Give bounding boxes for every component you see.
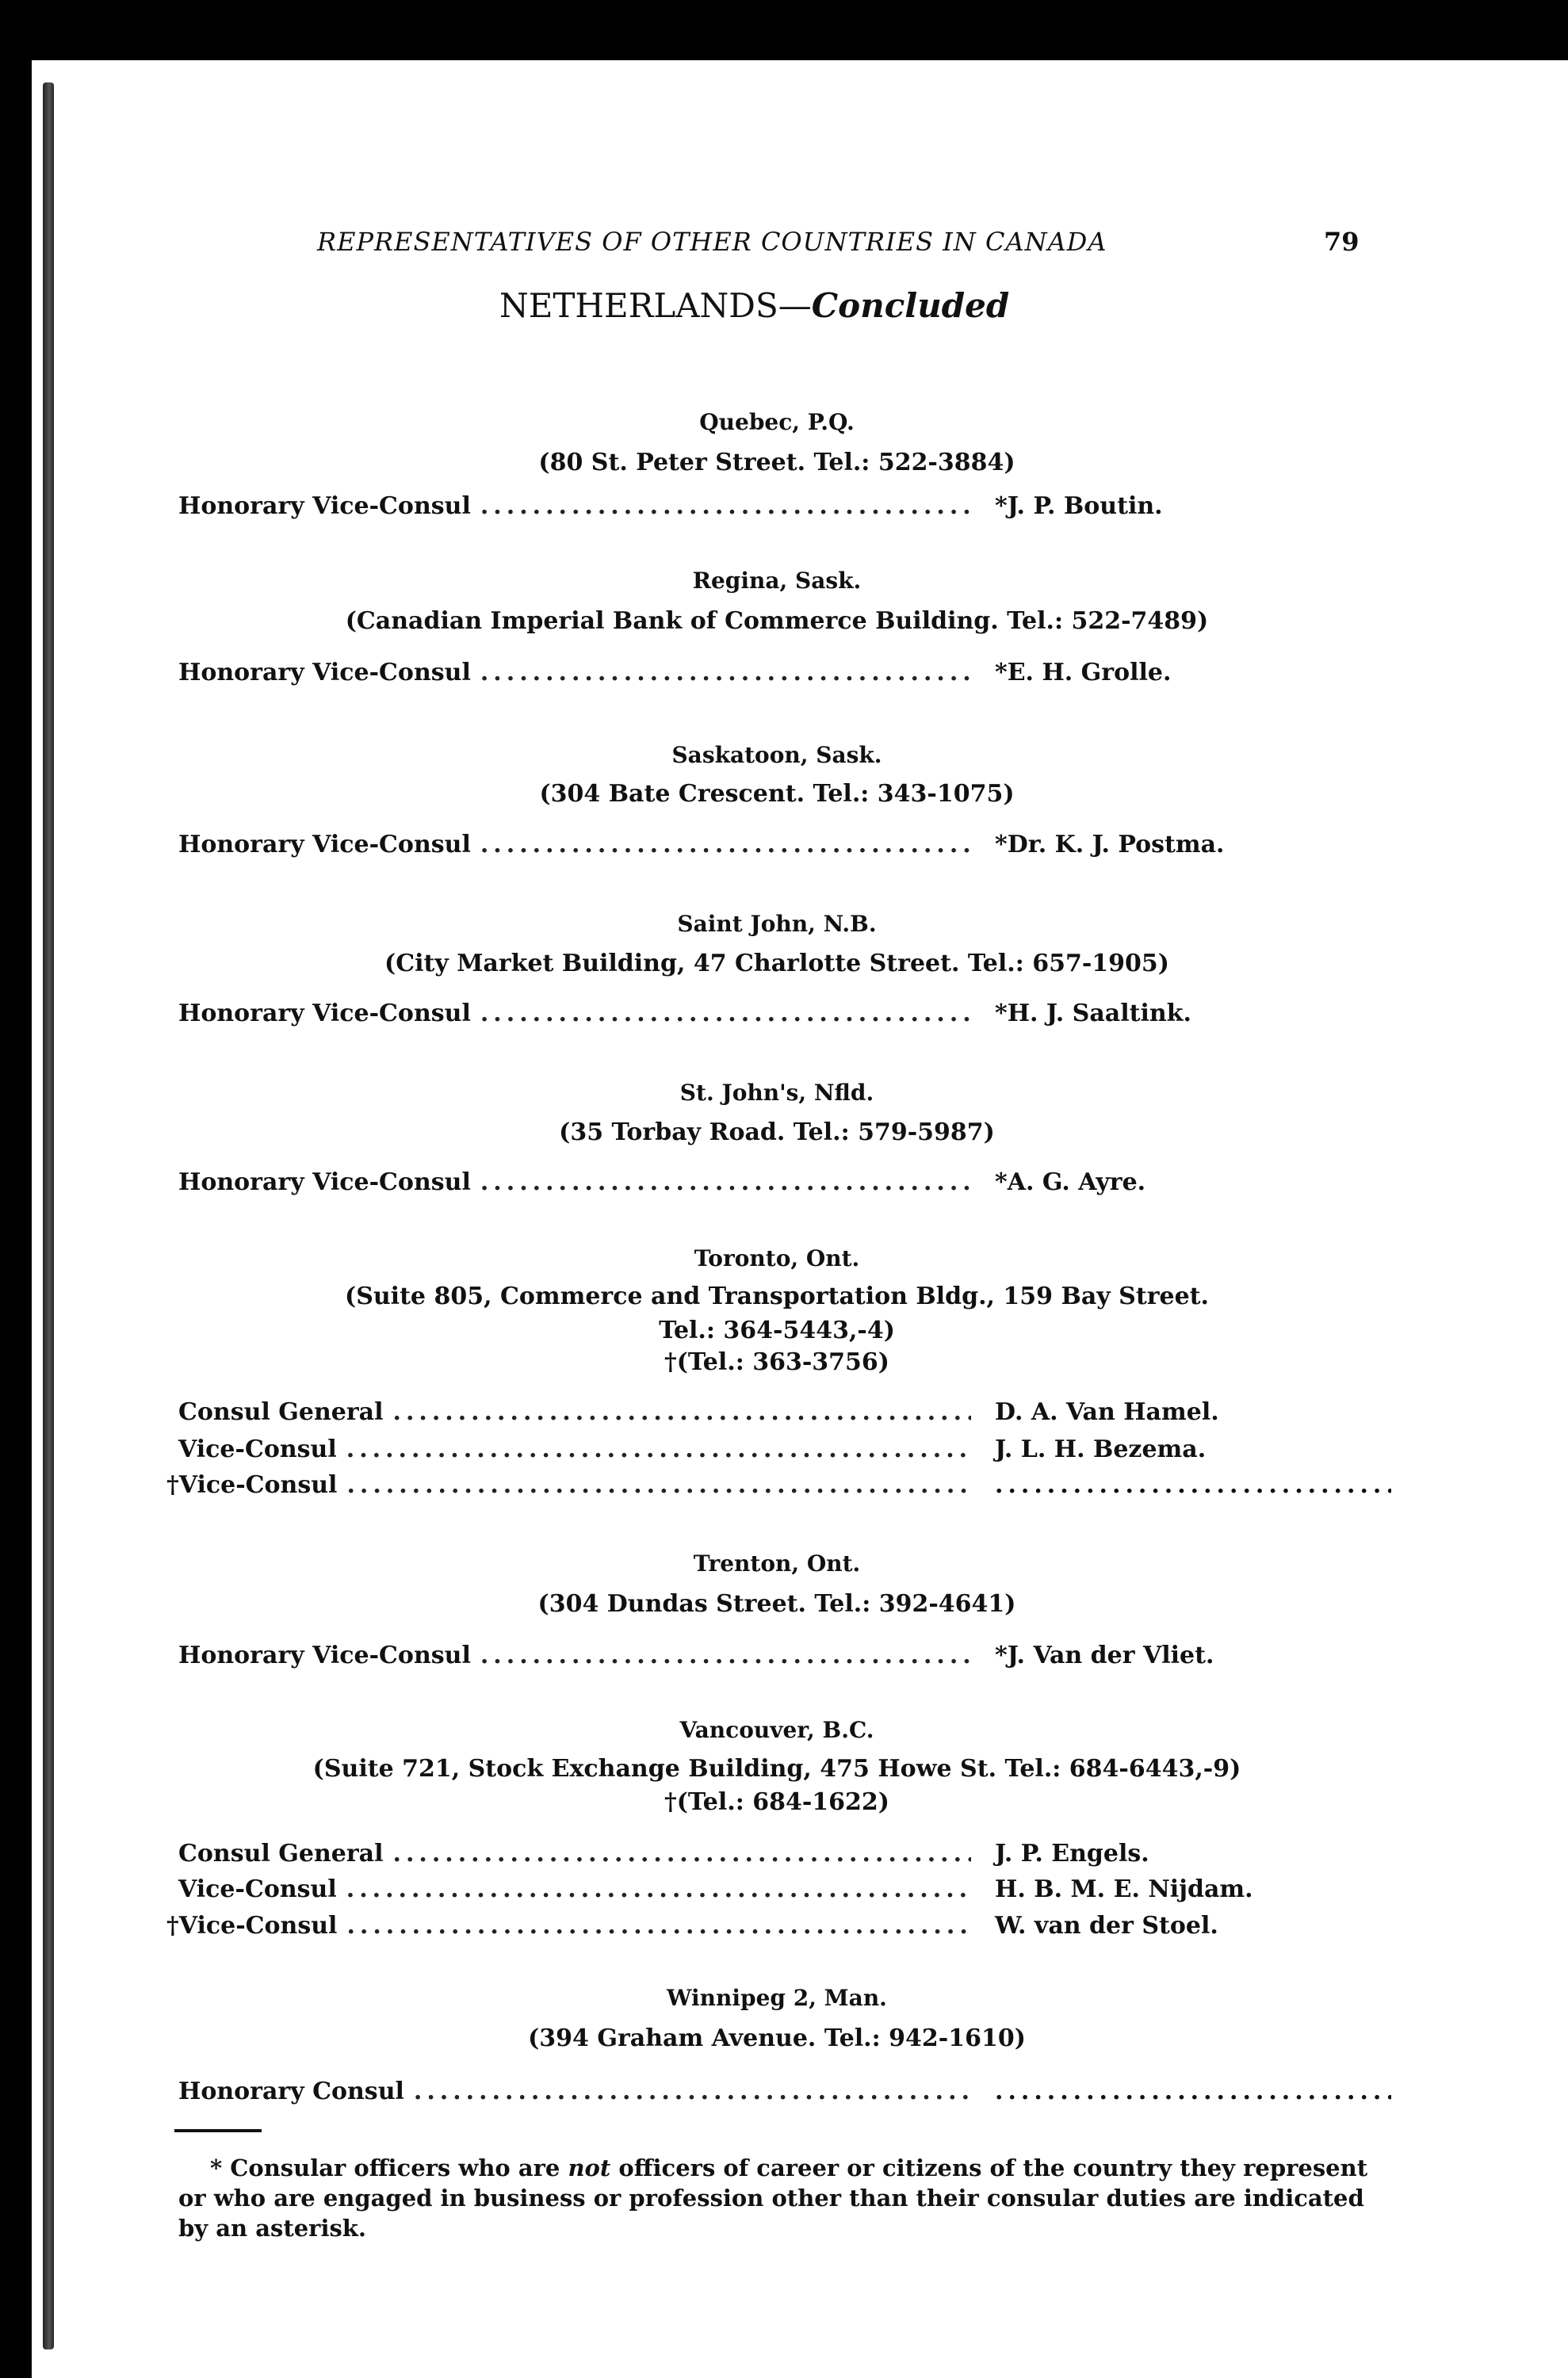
city-heading: Saskatoon, Sask.	[671, 742, 882, 768]
officer-title: Honorary Vice-Consul	[178, 1000, 471, 1027]
address-line: (Suite 721, Stock Exchange Building, 475 Howe St. Tel.: 684-6443,-9)	[312, 1755, 1241, 1783]
address-line: (304 Dundas Street. Tel.: 392-4641)	[537, 1590, 1016, 1618]
dot-leader	[480, 492, 971, 520]
city-heading: Regina, Sask.	[692, 568, 862, 594]
city-heading: Quebec, P.Q.	[699, 409, 855, 435]
officer-row	[178, 1168, 1391, 1200]
dot-leader	[480, 659, 971, 686]
city-heading: St. John's, Nfld.	[679, 1080, 874, 1106]
officer-name: *J. Van der Vliet.	[995, 1642, 1214, 1669]
officer-name: H. B. M. E. Nijdam.	[995, 1875, 1253, 1903]
address-line: (394 Graham Avenue. Tel.: 942-1610)	[528, 2024, 1026, 2052]
vacant-name-leader	[995, 1471, 1391, 1499]
officer-row	[178, 1398, 1391, 1430]
officer-title: Consul General	[178, 1398, 384, 1426]
officer-name: W. van der Stoel.	[995, 1912, 1218, 1940]
officer-row	[178, 831, 1391, 862]
officer-name: *J. P. Boutin.	[995, 492, 1163, 520]
dot-leader	[346, 1471, 971, 1499]
running-head: REPRESENTATIVES OF OTHER COUNTRIES IN CANADA	[317, 227, 1107, 257]
country-name: NETHERLANDS—	[499, 286, 812, 325]
city-heading: Winnipeg 2, Man.	[667, 1985, 887, 2011]
officer-name: D. A. Van Hamel.	[995, 1398, 1219, 1426]
dot-leader	[346, 1875, 971, 1903]
officer-row	[178, 2078, 1391, 2109]
country-heading	[499, 286, 1009, 325]
officer-name: *E. H. Grolle.	[995, 659, 1172, 686]
dot-leader	[480, 1642, 971, 1669]
address-line: (35 Torbay Road. Tel.: 579-5987)	[559, 1118, 995, 1146]
officer-title: Vice-Consul	[178, 1436, 337, 1463]
footnote	[178, 2153, 1391, 2243]
vacant-name-leader	[995, 2078, 1391, 2105]
officer-row	[178, 1642, 1391, 1673]
officer-name: *Dr. K. J. Postma.	[995, 831, 1225, 858]
address-line: Tel.: 364-5443,-4)	[659, 1317, 895, 1344]
officer-row	[178, 1000, 1391, 1031]
officer-title: Honorary Vice-Consul	[178, 659, 471, 686]
footnote-rule	[174, 2129, 262, 2132]
address-line: (Canadian Imperial Bank of Commerce Building. Tel.: 522-7489)	[345, 607, 1209, 635]
officer-row	[178, 1875, 1391, 1907]
officer-title: Honorary Vice-Consul	[178, 1642, 471, 1669]
city-heading: Toronto, Ont.	[694, 1245, 860, 1271]
dot-leader	[346, 1912, 971, 1940]
officer-row	[166, 1912, 1391, 1944]
officer-title: Honorary Vice-Consul	[178, 1168, 471, 1196]
officer-row	[178, 659, 1391, 690]
address-line: †(Tel.: 363-3756)	[664, 1348, 889, 1376]
page-number: 79	[1324, 227, 1360, 257]
officer-row	[166, 1471, 1391, 1503]
officer-name: *A. G. Ayre.	[995, 1168, 1146, 1196]
dot-leader	[393, 1398, 972, 1426]
address-line: (80 St. Peter Street. Tel.: 522-3884)	[538, 449, 1015, 476]
city-heading: Trenton, Ont.	[693, 1550, 861, 1577]
dot-leader	[346, 1436, 971, 1463]
address-line: (304 Bate Crescent. Tel.: 343-1075)	[539, 780, 1015, 808]
city-heading: Saint John, N.B.	[677, 911, 877, 937]
country-heading-suffix: Concluded	[811, 286, 1010, 325]
officer-title: Consul General	[178, 1840, 384, 1868]
officer-title: Honorary Vice-Consul	[178, 831, 471, 858]
footnote-marker: *	[210, 2154, 223, 2181]
dot-leader	[480, 1000, 971, 1027]
officer-title: †Vice-Consul	[166, 1471, 338, 1499]
officer-name: J. P. Engels.	[995, 1840, 1149, 1868]
officer-title: Vice-Consul	[178, 1875, 337, 1903]
footnote-text-start: Consular officers who are	[230, 2154, 568, 2181]
address-line: †(Tel.: 684-1622)	[664, 1788, 889, 1816]
dot-leader	[480, 831, 971, 858]
dot-leader	[393, 1840, 972, 1868]
officer-row	[178, 1840, 1391, 1871]
officer-title: Honorary Vice-Consul	[178, 492, 471, 520]
officer-row	[178, 492, 1391, 524]
dot-leader	[480, 1168, 971, 1196]
city-heading: Vancouver, B.C.	[679, 1717, 874, 1743]
document-page	[32, 60, 1568, 2378]
officer-name: J. L. H. Bezema.	[995, 1436, 1207, 1463]
officer-title: Honorary Consul	[178, 2078, 404, 2105]
address-line: (Suite 805, Commerce and Transportation Bldg., 159 Bay Street.	[345, 1283, 1209, 1310]
address-line: (City Market Building, 47 Charlotte Street. Tel.: 657-1905)	[384, 950, 1169, 977]
officer-name: *H. J. Saaltink.	[995, 1000, 1191, 1027]
footnote-text-end: officers of career or citizens of the country they represent or who are engaged in business or profession other than their consular duties are indicated by an asterisk.	[178, 2154, 1368, 2242]
dot-leader	[414, 2078, 971, 2105]
officer-row	[178, 1436, 1391, 1467]
footnote-emphasis: not	[568, 2154, 611, 2181]
officer-title: †Vice-Consul	[166, 1912, 338, 1940]
